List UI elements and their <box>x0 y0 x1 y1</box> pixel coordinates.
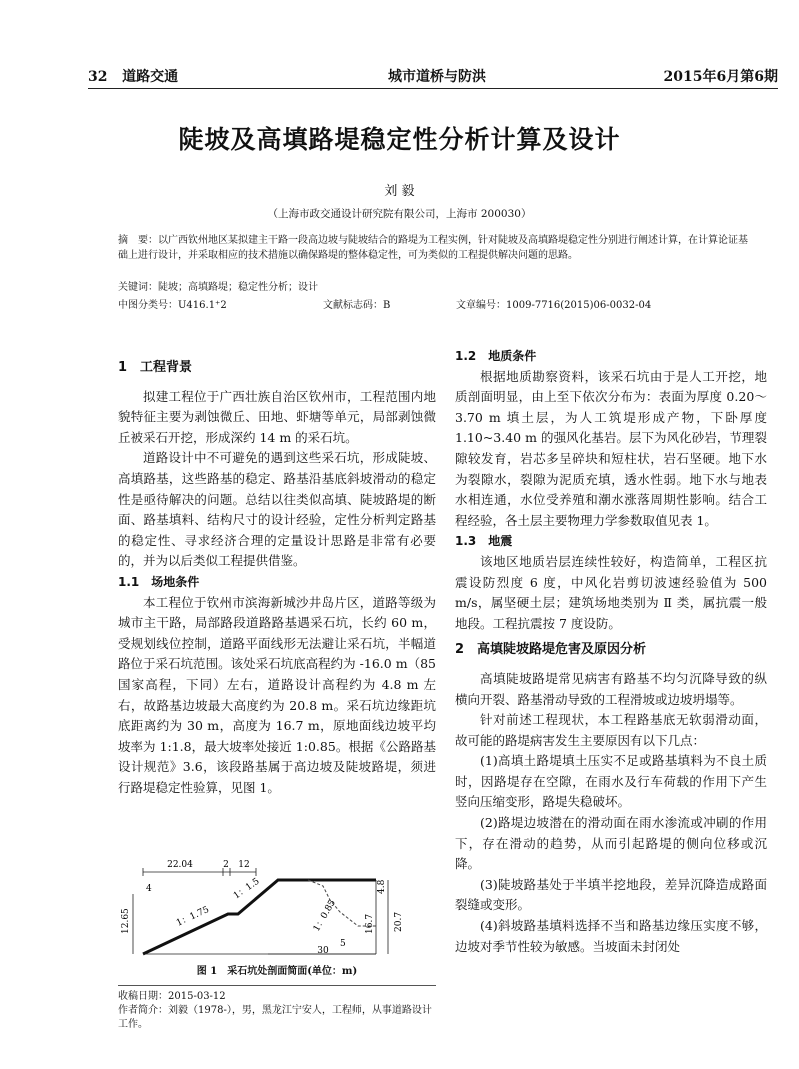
section-heading-1: 1 工程背景 <box>118 360 193 375</box>
cross-section-diagram <box>118 854 436 959</box>
dim-label: 2 <box>223 860 229 870</box>
section-heading-1-3: 1.3 地震 <box>455 534 513 549</box>
dim-label: 12 <box>238 860 250 870</box>
cross-section-figure <box>118 854 436 959</box>
received-date: 收稿日期：2015-03-12 <box>118 991 226 1002</box>
paper-title: 陡坡及高填路堤稳定性分析计算及设计 <box>178 125 621 154</box>
clc-number: 中图分类号：U416.1⁺2 <box>118 300 227 311</box>
affiliation: （上海市政交通设计研究院有限公司，上海市 200030） <box>267 208 532 220</box>
section-heading-1-1: 1.1 场地条件 <box>118 574 200 589</box>
dim-label: 5 <box>340 939 346 949</box>
paragraph: (2)路堤边坡潜在的滑动面在雨水渗流或冲刷的作用下，存在滑动的趋势，从而引起路堤的侧向位移或沉降。 <box>455 815 767 872</box>
paragraph: 高填陡坡路堤常见病害有路基不均匀沉降导致的纵横向开裂、路基滑动导致的工程滑坡或边坡坍塌等。 <box>455 670 767 707</box>
doc-code: 文献标志码：B <box>323 300 391 311</box>
author-bio: 作者简介：刘毅（1978-），男，黑龙江宁安人，工程师，从事道路设计工作。 <box>118 1005 432 1030</box>
paragraph: 该地区地质岩层连续性较好，构造简单，工程区抗震设防烈度 6 度，中风化岩剪切波速经验值为 500 m/s，属坚硬土层；建筑场地类别为 Ⅱ 类，属抗震一般地段。工程抗震按 7 度设防。 <box>455 553 767 631</box>
paragraph: (3)陡坡路基处于半填半挖地段，差异沉降造成路面裂缝或变形。 <box>455 876 767 913</box>
abstract: 摘 要：以广西钦州地区某拟建主干路一段高边坡与陡坡结合的路堤为工程实例，针对陡坡及高填路堤稳定性分别进行阐述计算，在计算论证基础上进行设计，并采取相应的技术措施以确保路堤的整体稳定性，可为类似的工程提供解决问题的思路。 <box>118 235 748 261</box>
slope-label: 1：0.85 <box>311 898 338 934</box>
author: 刘 毅 <box>384 184 415 199</box>
article-number: 文章编号：1009-7716(2015)06-0032-04 <box>456 300 652 311</box>
dim-label: 20.7 <box>394 911 404 932</box>
paragraph: 拟建工程位于广西壮族自治区钦州市，工程范围内地貌特征主要为剥蚀微丘、田地、虾塘等单元，局部剥蚀微丘被采石开挖，形成深约 14 m 的采石坑。 <box>118 388 436 445</box>
dim-label: 22.04 <box>167 860 193 870</box>
dim-label: 30 <box>317 946 329 956</box>
section-heading-1-2: 1.2 地质条件 <box>455 349 537 363</box>
slope-label: 1：1.75 <box>175 904 211 929</box>
right-column <box>455 346 767 957</box>
journal-name: 城市道桥与防洪 <box>388 69 486 85</box>
dim-label: 12.65 <box>121 908 131 934</box>
keywords: 关键词：陡坡；高填路堤；稳定性分析；设计 <box>118 282 318 293</box>
paragraph: (1)高填土路堤填土压实不足或路基填料为不良土质时，因路堤存在空隙，在雨水及行车荷载的作用下产生竖向压缩变形，路堤失稳破坏。 <box>455 753 767 810</box>
dim-label: 4 <box>146 884 152 894</box>
dim-label: 16.7 <box>365 913 375 934</box>
paragraph: (4)斜坡路基填料选择不当和路基边缘压实度不够，边坡对季节性较为敏感。当坡面未封闭处 <box>455 918 767 954</box>
section-heading-2: 2 高填陡坡路堤危害及原因分析 <box>455 642 647 658</box>
footnote <box>118 985 436 1032</box>
paragraph: 根据地质勘察资料，该采石坑由于是人工开挖，地质剖面明显，由上至下依次分布为：表面为厚度 0.20～3.70 m 填土层，为人工筑堤形成产物，下卧厚度 1.10~3.40 m 的强风化基岩。层下为风化砂岩，节理裂隙较发育，岩芯多呈碎块和短柱状，岩石坚硬。地下水为裂隙水，裂隙为泥质充填，透水性弱。地下水与地表水相连通，水位受养殖和潮水涨落周期性影响。结合工程经验，各土层主要物理力学参数取值见表 1。 <box>455 368 767 528</box>
running-header <box>88 62 778 89</box>
paragraph: 本工程位于钦州市滨海新城沙井岛片区，道路等级为城市主干路，局部路段道路路基遇采石坑，长约 60 m，受规划线位控制，道路平面线形无法避让采石坑，半幅道路位于采石坑范围。该处采石坑底高程约为 -16.0 m（85 国家高程，下同）左右，道路设计高程约为 4.8 m 左右，故路基边坡最大高度约为 20.8 m。采石坑边缘距坑底距离约为 30 m，高度为 16.7 m，原地面线边坡平均坡率为 1:1.8，最大坡率处接近 1:0.85。根据《公路路基设计规范》3.6，该段路基属于高边坡及陡坡路堤，须进行路堤稳定性验算，见图 1。 <box>118 594 436 795</box>
paragraph: 针对前述工程现状，本工程路基底无软弱滑动面，故可能的路堤病害发生主要原因有以下几点： <box>455 712 767 748</box>
slope-label: 1：1.5 <box>231 876 262 902</box>
issue-info: 2015年6月第6期 <box>663 69 778 85</box>
page-number-journal: 32 道路交通 <box>88 69 179 85</box>
dim-label: 4.8 <box>377 879 387 894</box>
left-column <box>118 358 436 798</box>
paragraph: 道路设计中不可避免的遇到这些采石坑，形成陡坡、高填路基，这些路基的稳定、路基沿基底斜坡滑动的稳定性是亟待解决的问题。总结以往类似高填、陡坡路堤的断面、路基填料、结构尺寸的设计经验，定性分析判定路基的稳定性、寻求经济合理的定量设计思路是非常有必要的，并为以后类似工程提供借鉴。 <box>118 450 436 569</box>
figure-caption: 图 1 采石坑处剖面简面(单位：m) <box>196 966 358 977</box>
